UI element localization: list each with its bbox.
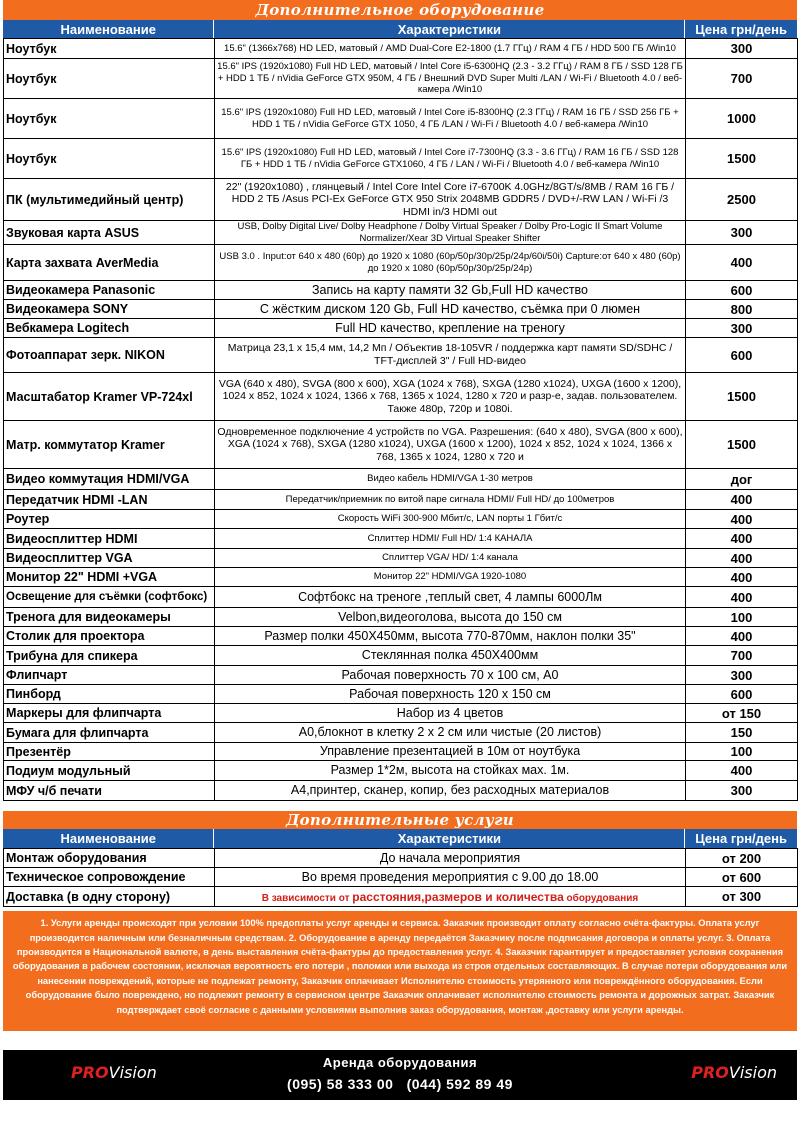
table-row <box>4 139 798 179</box>
equipment-name: Роутер <box>4 510 215 529</box>
logo-pro-text: PRO <box>691 1063 729 1083</box>
equipment-spec: Стеклянная полка 450X400мм <box>215 646 686 666</box>
equipment-price: 400 <box>686 568 798 587</box>
equipment-table <box>3 38 798 801</box>
table-row <box>4 646 798 666</box>
table-row <box>4 568 798 587</box>
table-row <box>4 469 798 490</box>
table-row <box>4 221 798 245</box>
column-header-price: Цена грн/день <box>695 21 787 37</box>
equipment-price: 400 <box>686 549 798 568</box>
table-row <box>4 245 798 281</box>
table-row <box>4 627 798 646</box>
table-row <box>4 39 798 59</box>
equipment-name: Трибуна для спикера <box>4 646 215 666</box>
service-name: Техническое сопровождение <box>4 868 215 887</box>
equipment-name: Матр. коммутатор Kramer <box>4 421 215 469</box>
equipment-name: Пинборд <box>4 685 215 704</box>
equipment-price: 100 <box>686 743 798 761</box>
equipment-spec: VGA (640 x 480), SVGA (800 x 600), XGA (1024 x 768), SXGA (1280 x1024), UXGA (1600 x 1200), 1024 x 852, 1024 x 1024, 1366 x 768, 1365 x 1024, 1280 x 720 и разр-е, задав. пользователем. Также 480p, 720p и 1080i. <box>215 373 686 421</box>
column-header-name: Наименование <box>3 829 214 848</box>
equipment-spec: Передатчик/приемник по витой паре сигнала HDMI/ Full HD/ до 100метров <box>215 490 686 510</box>
equipment-price: 700 <box>686 59 798 99</box>
equipment-name: Видеокамера Panasonic <box>4 281 215 300</box>
equipment-price: дог <box>686 469 798 490</box>
price-sheet <box>3 0 797 1100</box>
equipment-section-title: Дополнительное оборудование <box>3 0 797 20</box>
table-row <box>4 59 798 99</box>
service-price: от 200 <box>686 849 798 868</box>
equipment-price: 1000 <box>686 99 798 139</box>
equipment-price: 600 <box>686 685 798 704</box>
provision-logo-left <box>71 1063 157 1082</box>
logo-pro-text: PRO <box>71 1063 109 1083</box>
column-header-spec: Характеристики <box>214 829 685 848</box>
column-header-price: Цена грн/день <box>695 831 787 846</box>
equipment-name: Видеокамера SONY <box>4 300 215 319</box>
table-row <box>4 179 798 221</box>
service-price: от 300 <box>686 887 798 907</box>
table-row <box>4 587 798 608</box>
equipment-name: Подиум модульный <box>4 761 215 781</box>
equipment-spec: Видео кабель HDMI/VGA 1-30 метров <box>215 469 686 490</box>
equipment-name: Презентёр <box>4 743 215 761</box>
table-row <box>4 300 798 319</box>
equipment-price: 1500 <box>686 421 798 469</box>
table-row <box>4 373 798 421</box>
rental-terms: 1. Услуги аренды происходят при условии 100% предоплаты услуг аренды и сервиса. Заказчик производит оплату согласно счёта-фактуры. Оплата услуг производится наличным или безналичным средствам. 2. Оборудование в аренду передаётся Заказчику после подписания договора и оплаты услуг. 3. Оплата производится в Национальной валюте, в день выставления счёта-фактуры до предоставления услуг. 4. Заказчик гарантирует и предоставляет условия сохранения оборудования в рабочем состоянии, исключая вероятность его потери , поломки или выхода из строя отдельных составляющих. В случае потери оборудования или нанесении повреждений, которые не подлежат ремонту, Заказчик оплачивает Исполнителю стоимость утерянного или повреждённого оборудования. Если оборудование было повреждено, но подлежит ремонту в сервисном центре Заказчик оплачивает исполнителю стоимость ремонта и дорожных затрат. Заказчик подтверждает своё согласие с данными условиями выполнив заказ оборудования, монтаж ,доставку или услуги аренды. <box>3 911 797 1031</box>
table-row <box>4 338 798 373</box>
equipment-name: Видео коммутация HDMI/VGA <box>4 469 215 490</box>
section-spacer <box>3 801 797 811</box>
equipment-name: Ноутбук <box>4 99 215 139</box>
equipment-spec: Velbon,видеоголова, высота до 150 см <box>215 608 686 627</box>
equipment-price: 400 <box>686 529 798 549</box>
equipment-spec: Одновременное подключение 4 устройств по VGA. Разрешения: (640 x 480), SVGA (800 x 600), XGA (1024 x 768), SXGA (1280 x1024), UXGA (1600 x 1200), 1024 x 852, 1024 x 1024, 1366 x 768, 1365 x 1024, 1280 x 720 и <box>215 421 686 469</box>
equipment-spec: Размер 1*2м, высота на стойках мах. 1м. <box>215 761 686 781</box>
equipment-price: 1500 <box>686 139 798 179</box>
equipment-price: 300 <box>686 39 798 59</box>
delivery-spec-suffix: оборудования <box>563 893 639 904</box>
table-row <box>4 490 798 510</box>
table-row <box>4 99 798 139</box>
equipment-price: 800 <box>686 300 798 319</box>
equipment-price: 1500 <box>686 373 798 421</box>
service-name: Доставка (в одну сторону) <box>4 887 215 907</box>
table-row <box>4 685 798 704</box>
equipment-name: ПК (мультимедийный центр) <box>4 179 215 221</box>
equipment-spec: Размер полки 450X450мм, высота 770-870мм, наклон полки 35" <box>215 627 686 646</box>
equipment-price: 400 <box>686 627 798 646</box>
equipment-price: 400 <box>686 587 798 608</box>
equipment-name: Видеосплиттер HDMI <box>4 529 215 549</box>
table-row <box>4 849 798 868</box>
table-row <box>4 743 798 761</box>
equipment-name: Карта захвата AverMedia <box>4 245 215 281</box>
equipment-name: Бумага для флипчарта <box>4 723 215 743</box>
equipment-price: 700 <box>686 646 798 666</box>
equipment-spec: Рабочая поверхность 120 х 150 см <box>215 685 686 704</box>
equipment-name: Вебкамера Logitech <box>4 319 215 338</box>
equipment-spec: А0,блокнот в клетку 2 х 2 см или чистые (20 листов) <box>215 723 686 743</box>
equipment-spec: Запись на карту памяти 32 Gb,Full HD качество <box>215 281 686 300</box>
equipment-price: 600 <box>686 281 798 300</box>
equipment-name: Монитор 22" HDMI +VGA <box>4 568 215 587</box>
column-header-spec: Характеристики <box>214 20 685 38</box>
equipment-name: Видеосплиттер VGA <box>4 549 215 568</box>
table-row <box>4 704 798 723</box>
equipment-price: 400 <box>686 245 798 281</box>
equipment-price: 300 <box>686 781 798 801</box>
equipment-spec: Монитор 22" HDMI/VGA 1920-1080 <box>215 568 686 587</box>
column-header-name: Наименование <box>3 20 214 38</box>
table-row <box>4 761 798 781</box>
equipment-price: 400 <box>686 490 798 510</box>
equipment-name: Ноутбук <box>4 139 215 179</box>
delivery-spec-emphasis: расстояния,размеров и количества <box>352 890 564 904</box>
equipment-name: Ноутбук <box>4 59 215 99</box>
section-spacer <box>3 1031 797 1050</box>
equipment-name: Столик для проектора <box>4 627 215 646</box>
table-row <box>4 421 798 469</box>
logo-vision-text: Vision <box>728 1063 777 1083</box>
footer-bar <box>3 1050 797 1100</box>
table-row <box>4 608 798 627</box>
logo-vision-text: Vision <box>108 1063 157 1083</box>
equipment-spec: Матрица 23,1 х 15,4 мм, 14,2 Мп / Объектив 18-105VR / поддержка карт памяти SD/SDHC / TFT-дисплей 3" / Full HD-видео <box>215 338 686 373</box>
services-table <box>3 848 798 907</box>
service-spec <box>215 887 686 907</box>
equipment-spec: 15.6" IPS (1920x1080) Full HD LED, матовый / Intel Core i7-7300HQ (3.3 - 3.6 ГГц) / RAM 16 ГБ / SSD 128 ГБ + HDD 1 ТБ / nVidia GeForce GTX1060, 4 ГБ / LAN / Wi-Fi / Bluetooth 4.0 / веб-камера /Win10 <box>215 139 686 179</box>
service-price: от 600 <box>686 868 798 887</box>
equipment-name: МФУ ч/б печати <box>4 781 215 801</box>
equipment-name: Передатчик HDMI -LAN <box>4 490 215 510</box>
equipment-name: Звуковая карта ASUS <box>4 221 215 245</box>
equipment-spec: Сплиттер VGA/ HD/ 1:4 канала <box>215 549 686 568</box>
equipment-spec: Скорость WiFi 300-900 Мбит/с, LAN порты 1 Гбит/с <box>215 510 686 529</box>
equipment-price: 2500 <box>686 179 798 221</box>
table-row <box>4 887 798 907</box>
equipment-table-header <box>3 20 797 38</box>
equipment-price: от 150 <box>686 704 798 723</box>
equipment-price: 300 <box>686 221 798 245</box>
table-row <box>4 319 798 338</box>
equipment-spec: А4,принтер, сканер, копир, без расходных материалов <box>215 781 686 801</box>
equipment-spec: Full HD качество, крепление на треногу <box>215 319 686 338</box>
services-table-header <box>3 829 797 848</box>
equipment-name: Ноутбук <box>4 39 215 59</box>
equipment-price: 400 <box>686 510 798 529</box>
equipment-spec: Рабочая поверхность 70 х 100 см, А0 <box>215 666 686 685</box>
service-spec: Во время проведения мероприятия с 9.00 до 18.00 <box>215 868 686 887</box>
footer-phones: (095) 58 333 00 (044) 592 89 49 <box>287 1076 513 1093</box>
equipment-spec: Набор из 4 цветов <box>215 704 686 723</box>
table-row <box>4 723 798 743</box>
equipment-spec: USB 3.0 . Input:от 640 x 480 (60p) до 1920 x 1080 (60p/50p/30p/25p/24p/60i/50i) Capture:от 640 x 480 (60p) до 1920 x 1080 (60p/50p/30p/25p/24p) <box>215 245 686 281</box>
table-row <box>4 549 798 568</box>
equipment-spec: С жёстким диском 120 Gb, Full HD качество, съёмка при 0 люмен <box>215 300 686 319</box>
table-row <box>4 529 798 549</box>
equipment-spec: 15.6" IPS (1920x1080) Full HD LED, матовый / Intel Core i5-6300HQ (2.3 - 3.2 ГГц) / RAM 8 ГБ / SSD 128 ГБ + HDD 1 ТБ / nVidia GeForce GTX 950M, 4 ГБ / Внешний DVD Super Multi /LAN / Wi-Fi / Bluetooth 4.0 / веб-камера /Win10 <box>215 59 686 99</box>
equipment-price: 300 <box>686 319 798 338</box>
service-spec: До начала мероприятия <box>215 849 686 868</box>
table-row <box>4 510 798 529</box>
equipment-spec: Управление презентацией в 10м от ноутбука <box>215 743 686 761</box>
table-row <box>4 781 798 801</box>
delivery-spec-prefix: В зависимости от <box>261 893 353 904</box>
equipment-name: Фотоаппарат зерк. NIKON <box>4 338 215 373</box>
equipment-price: 600 <box>686 338 798 373</box>
service-name: Монтаж оборудования <box>4 849 215 868</box>
footer-title: Аренда оборудования <box>322 1055 478 1071</box>
equipment-name: Маркеры для флипчарта <box>4 704 215 723</box>
services-section-title: Дополнительные услуги <box>3 811 797 829</box>
equipment-spec: Софтбокс на треноге ,теплый свет, 4 лампы 6000Лм <box>215 587 686 608</box>
provision-logo-right <box>691 1063 777 1082</box>
equipment-name: Флипчарт <box>4 666 215 685</box>
equipment-spec: 15.6" IPS (1920x1080) Full HD LED, матовый / Intel Core i5-8300HQ (2.3 ГГц) / RAM 16 ГБ / SSD 256 ГБ + HDD 1 ТБ / nVidia GeForce GTX 1050, 4 ГБ /LAN / Wi-Fi / Bluetooth 4.0 / веб-камера /Win10 <box>215 99 686 139</box>
equipment-price: 150 <box>686 723 798 743</box>
table-row <box>4 666 798 685</box>
equipment-name: Освещение для съёмки (софтбокс) <box>4 587 215 608</box>
table-row <box>4 868 798 887</box>
equipment-spec: 15.6" (1366x768) HD LED, матовый / AMD Dual-Core E2-1800 (1.7 ГГц) / RAM 4 ГБ / HDD 500 ГБ /Win10 <box>215 39 686 59</box>
table-row <box>4 281 798 300</box>
equipment-name: Тренога для видеокамеры <box>4 608 215 627</box>
equipment-spec: Сплиттер HDMI/ Full HD/ 1:4 КАНАЛА <box>215 529 686 549</box>
equipment-name: Масштабатор Kramer VP-724xl <box>4 373 215 421</box>
equipment-price: 300 <box>686 666 798 685</box>
equipment-price: 400 <box>686 761 798 781</box>
equipment-spec: 22" (1920x1080) , глянцевый / Intel Core Intel Core i7-6700K 4.0GHz/8GT/s/8MB / RAM 16 ГБ / HDD 2 ТБ /Asus PCI-Ex GeForce GTX 950 Strix 2048MB GDDR5 / DVD+/-RW LAN / Wi-Fi /3 HDMI in/3 HDMI out <box>215 179 686 221</box>
equipment-price: 100 <box>686 608 798 627</box>
equipment-spec: USB, Dolby Digital Live/ Dolby Headphone / Dolby Virtual Speaker / Dolby Pro-Logic II Smart Volume Normalizer/Xear 3D Virtual Speaker Shifter <box>215 221 686 245</box>
